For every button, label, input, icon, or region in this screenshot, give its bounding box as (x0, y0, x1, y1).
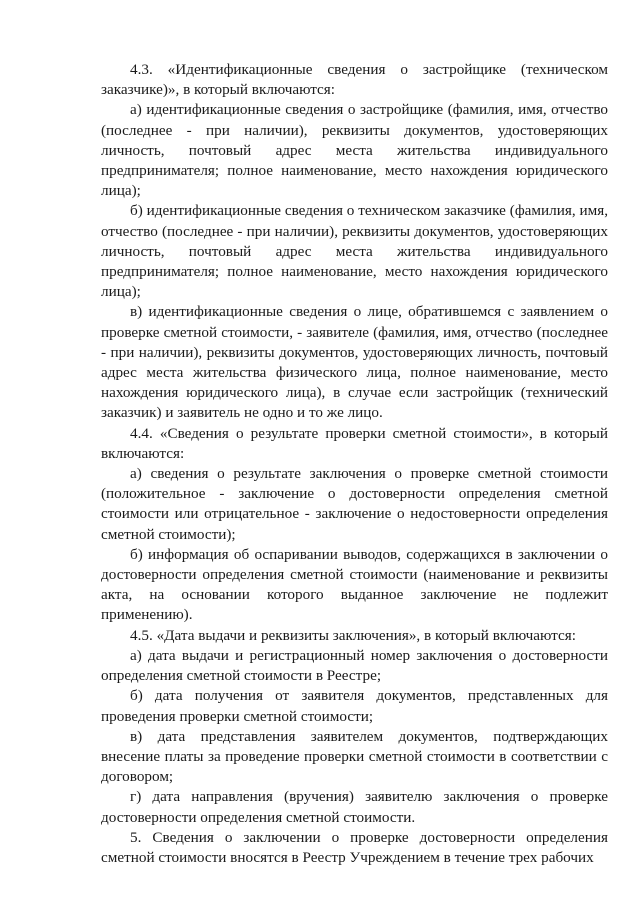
paragraph-4-3: 4.3. «Идентификационные сведения о застройщике (техническом заказчике)», в который включаются: (101, 61, 608, 99)
paragraph-4-4-b: б) информация об оспаривании выводов, содержащихся в заключении о достоверности определения сметной стоимости (наименование и реквизиты акта, на основании которого выданное заключение не подлежит применению). (101, 545, 608, 624)
paragraph-4-5-b: б) дата получения от заявителя документов, представленных для проведения проверки сметной стоимости; (101, 687, 608, 725)
paragraph-4-3-a: а) идентификационные сведения о застройщике (фамилия, имя, отчество (последнее - при наличии), реквизиты документов, удостоверяющих личность, почтовый адрес места жительства индивидуального предпринимателя; полное наименование, место нахождения юридического лица); (101, 101, 608, 200)
document-page (101, 60, 608, 868)
paragraph-4-3-b: б) идентификационные сведения о техническом заказчике (фамилия, имя, отчество (последнее - при наличии), реквизиты документов, удостоверяющих личность, почтовый адрес места жительства индивидуального предпринимателя; полное наименование, место нахождения юридического лица); (101, 202, 608, 301)
paragraph-4-4-a: а) сведения о результате заключения о проверке сметной стоимости (положительное - заключение о достоверности определения сметной стоимости или отрицательное - заключение о недостоверности определения сметной стоимости); (101, 465, 608, 543)
paragraph-4-3-v: в) идентификационные сведения о лице, обратившемся с заявлением о проверке сметной стоимости, - заявителе (фамилия, имя, отчество (последнее - при наличии), реквизиты документов, удостоверяющих личность, почтовый адрес места жительства физического лица, полное наименование, место нахождения юридического лица), в случае если застройщик (технический заказчик) и заявитель не одно и то же лицо. (101, 303, 608, 422)
paragraph-4-5-a: а) дата выдачи и регистрационный номер заключения о достоверности определения сметной стоимости в Реестре; (101, 646, 608, 685)
paragraph-5: 5. Сведения о заключении о проверке достоверности определения сметной стоимости вносятся в Реестр Учреждением в течение трех рабочих (101, 828, 608, 866)
paragraph-4-5: 4.5. «Дата выдачи и реквизиты заключения», в который включаются: (130, 626, 576, 644)
paragraph-4-5-g: г) дата направления (вручения) заявителю заключения о проверке достоверности определения сметной стоимости. (101, 788, 608, 826)
paragraph-4-5-v: в) дата представления заявителем документов, подтверждающих внесение платы за проведение проверки сметной стоимости в соответствии с договором; (101, 727, 608, 786)
paragraph-4-4: 4.4. «Сведения о результате проверки сметной стоимости», в который включаются: (101, 424, 608, 462)
